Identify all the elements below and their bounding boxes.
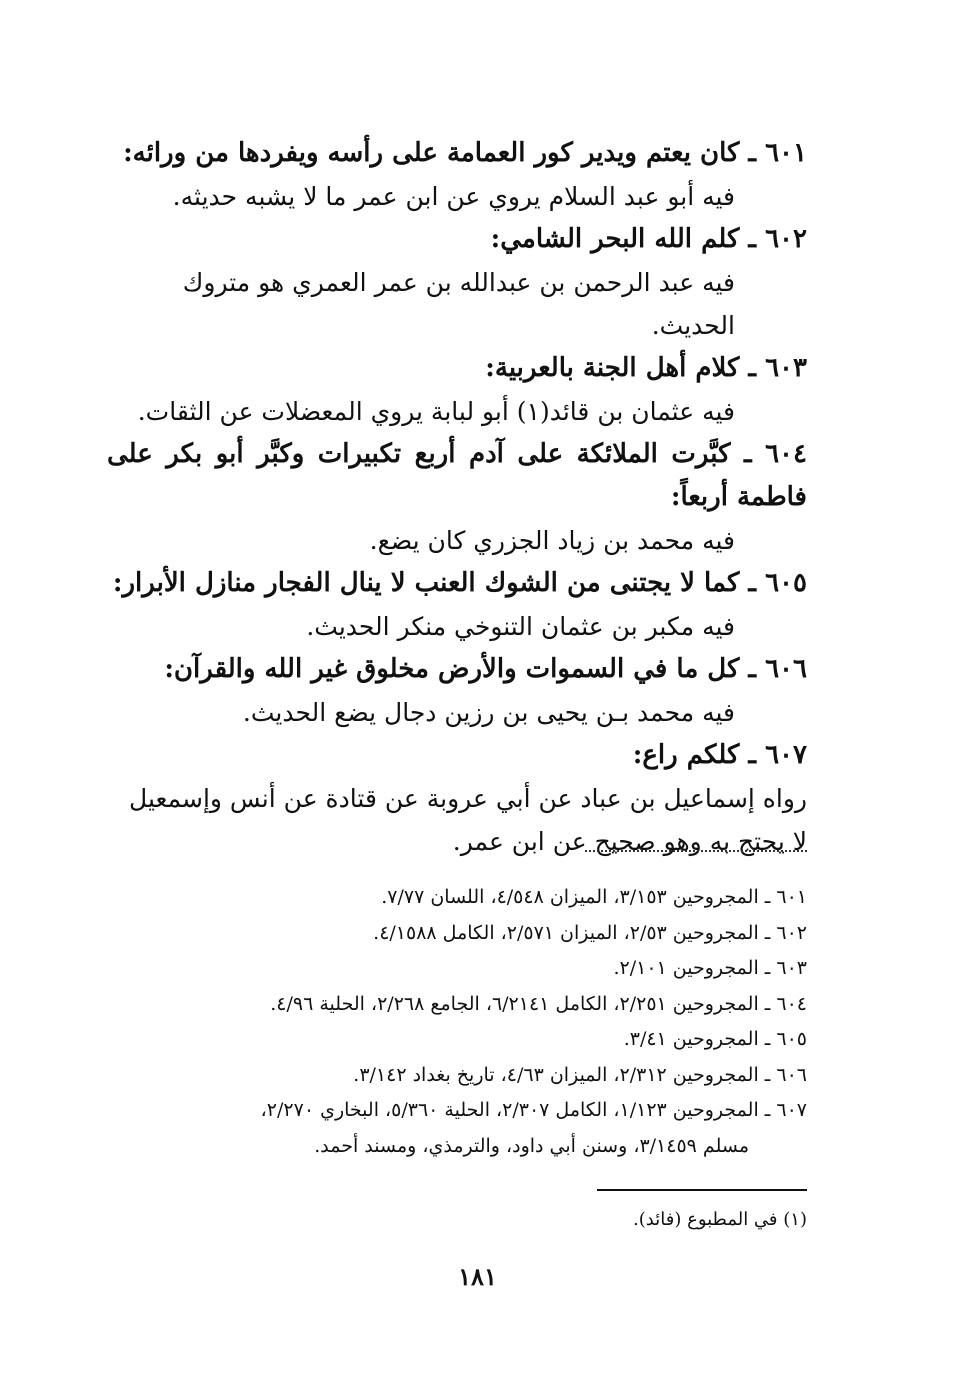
- footnote: (١) في المطبوع (فائد).: [633, 1209, 807, 1230]
- page-number: ١٨١: [458, 1262, 497, 1291]
- reference-line: ٦٠٦ ـ المجروحين ٢/٣١٢، الميزان ٤/٦٣، تاريخ بغداد ٣/١٤٢.: [353, 1063, 807, 1086]
- entry-body: فيه أبو عبد السلام يروي عن ابن عمر ما لا يشبه حديثه.: [172, 182, 735, 211]
- entry-title: ٦٠٤ ـ كبَّرت الملائكة على آدم أربع تكبيرات وكبَّر أبو بكر على فاطمة أربعاً:: [107, 439, 807, 512]
- entry-title: ٦٠٧ ـ كلكم راع:: [632, 740, 807, 770]
- reference-line: ٦٠٢ ـ المجروحين ٢/٥٣، الميزان ٢/٥٧١، الكامل ٤/١٥٨٨.: [373, 921, 807, 944]
- references-section: [107, 880, 807, 1164]
- reference-line: ٦٠٤ ـ المجروحين ٢/٢٥١، الكامل ٦/٢١٤١، الجامع ٢/٢٦٨، الحلية ٤/٩٦.: [270, 992, 807, 1015]
- footnote-rule: [597, 1189, 807, 1191]
- entry-body: رواه إسماعيل بن عباد عن أبي عروبة عن قتادة عن أنس وإسمعيل لا يحتج به وهو صحيح عن ابن عمر.: [129, 784, 807, 856]
- entry-title: ٦٠٣ ـ كلام أهل الجنة بالعربية:: [485, 353, 807, 383]
- reference-line: ٦٠٥ ـ المجروحين ٣/٤١.: [623, 1028, 807, 1050]
- reference-line: ٦٠٧ ـ المجروحين ١/١٢٣، الكامل ٢/٣٠٧، الحلية ٥/٣٦٠، البخاري ٢/٢٧٠،: [260, 1099, 807, 1121]
- entries-section: [107, 132, 807, 863]
- entry-title: ٦٠٥ ـ كما لا يجتنى من الشوك العنب لا ينال الفجار منازل الأبرار:: [112, 568, 807, 598]
- entry-body: فيه محمد بـن يحيى بن رزين دجال يضع الحديث.: [242, 698, 735, 727]
- entry-title: ٦٠٦ ـ كل ما في السموات والأرض مخلوق غير الله والقرآن:: [164, 654, 807, 684]
- entry-body: فيه مكبر بن عثمان التنوخي منكر الحديث.: [306, 612, 735, 641]
- entry-body: فيه محمد بن زياد الجزري كان يضع.: [369, 526, 735, 555]
- reference-line: مسلم ٣/١٤٥٩، وسنن أبي داود، والترمذي، ومسند أحمد.: [314, 1134, 749, 1157]
- entry-body: فيه عبد الرحمن بن عبدالله بن عمر العمري هو متروك الحديث.: [182, 268, 735, 340]
- entry-body: فيه عثمان بن قائد(١) أبو لبابة يروي المعضلات عن الثقات.: [137, 397, 735, 426]
- dotted-separator: [585, 850, 807, 852]
- entry-title: ٦٠١ ـ كان يعتم ويدير كور العمامة على رأسه ويفردها من ورائه:: [123, 138, 807, 168]
- entry-title: ٦٠٢ ـ كلم الله البحر الشامي:: [490, 224, 807, 254]
- reference-line: ٦٠٣ ـ المجروحين ٢/١٠١.: [613, 957, 807, 979]
- reference-line: ٦٠١ ـ المجروحين ٣/١٥٣، الميزان ٤/٥٤٨، اللسان ٧/٧٧.: [381, 886, 807, 908]
